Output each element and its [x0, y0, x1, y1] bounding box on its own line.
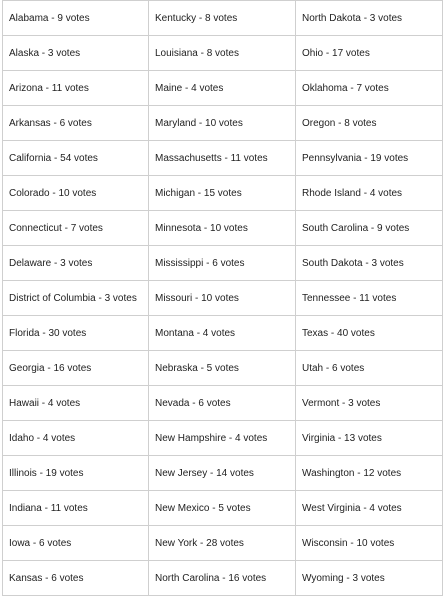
table-cell: Connecticut - 7 votes	[3, 211, 149, 246]
table-cell: Arkansas - 6 votes	[3, 106, 149, 141]
table-cell: District of Columbia - 3 votes	[3, 281, 149, 316]
table-row	[3, 561, 443, 596]
table-cell: Indiana - 11 votes	[3, 491, 149, 526]
table-row	[3, 456, 443, 491]
table-cell: Illinois - 19 votes	[3, 456, 149, 491]
electoral-votes-table-body	[3, 1, 443, 596]
table-cell: Maine - 4 votes	[149, 71, 296, 106]
table-cell: Utah - 6 votes	[296, 351, 443, 386]
table-cell: Oklahoma - 7 votes	[296, 71, 443, 106]
electoral-votes-table	[2, 0, 443, 596]
table-cell: California - 54 votes	[3, 141, 149, 176]
table-row	[3, 316, 443, 351]
table-cell: Louisiana - 8 votes	[149, 36, 296, 71]
table-row	[3, 351, 443, 386]
table-cell: Montana - 4 votes	[149, 316, 296, 351]
table-cell: Alaska - 3 votes	[3, 36, 149, 71]
table-row	[3, 141, 443, 176]
table-cell: Arizona - 11 votes	[3, 71, 149, 106]
table-cell: Iowa - 6 votes	[3, 526, 149, 561]
table-cell: Delaware - 3 votes	[3, 246, 149, 281]
table-cell: Wyoming - 3 votes	[296, 561, 443, 596]
table-cell: Kansas - 6 votes	[3, 561, 149, 596]
table-row	[3, 491, 443, 526]
table-cell: Kentucky - 8 votes	[149, 1, 296, 36]
table-cell: Oregon - 8 votes	[296, 106, 443, 141]
table-row	[3, 36, 443, 71]
table-cell: Hawaii - 4 votes	[3, 386, 149, 421]
table-cell: Missouri - 10 votes	[149, 281, 296, 316]
table-cell: New York - 28 votes	[149, 526, 296, 561]
table-cell: Alabama - 9 votes	[3, 1, 149, 36]
table-row	[3, 281, 443, 316]
table-cell: New Mexico - 5 votes	[149, 491, 296, 526]
table-row	[3, 421, 443, 456]
table-cell: North Dakota - 3 votes	[296, 1, 443, 36]
table-row	[3, 386, 443, 421]
table-cell: Massachusetts - 11 votes	[149, 141, 296, 176]
table-cell: Rhode Island - 4 votes	[296, 176, 443, 211]
table-cell: Minnesota - 10 votes	[149, 211, 296, 246]
table-row	[3, 71, 443, 106]
table-cell: Nevada - 6 votes	[149, 386, 296, 421]
table-cell: Tennessee - 11 votes	[296, 281, 443, 316]
table-row	[3, 246, 443, 281]
table-cell: Mississippi - 6 votes	[149, 246, 296, 281]
table-cell: Vermont - 3 votes	[296, 386, 443, 421]
table-cell: New Hampshire - 4 votes	[149, 421, 296, 456]
table-cell: Georgia - 16 votes	[3, 351, 149, 386]
table-cell: Wisconsin - 10 votes	[296, 526, 443, 561]
table-row	[3, 106, 443, 141]
table-cell: Virginia - 13 votes	[296, 421, 443, 456]
table-cell: New Jersey - 14 votes	[149, 456, 296, 491]
table-row	[3, 526, 443, 561]
table-cell: Idaho - 4 votes	[3, 421, 149, 456]
table-cell: Ohio - 17 votes	[296, 36, 443, 71]
table-row	[3, 176, 443, 211]
table-row	[3, 211, 443, 246]
table-cell: South Dakota - 3 votes	[296, 246, 443, 281]
table-cell: Pennsylvania - 19 votes	[296, 141, 443, 176]
table-cell: West Virginia - 4 votes	[296, 491, 443, 526]
table-cell: South Carolina - 9 votes	[296, 211, 443, 246]
table-cell: Nebraska - 5 votes	[149, 351, 296, 386]
table-cell: Colorado - 10 votes	[3, 176, 149, 211]
table-cell: Maryland - 10 votes	[149, 106, 296, 141]
table-row	[3, 1, 443, 36]
table-cell: North Carolina - 16 votes	[149, 561, 296, 596]
table-cell: Michigan - 15 votes	[149, 176, 296, 211]
table-cell: Washington - 12 votes	[296, 456, 443, 491]
table-cell: Texas - 40 votes	[296, 316, 443, 351]
table-cell: Florida - 30 votes	[3, 316, 149, 351]
